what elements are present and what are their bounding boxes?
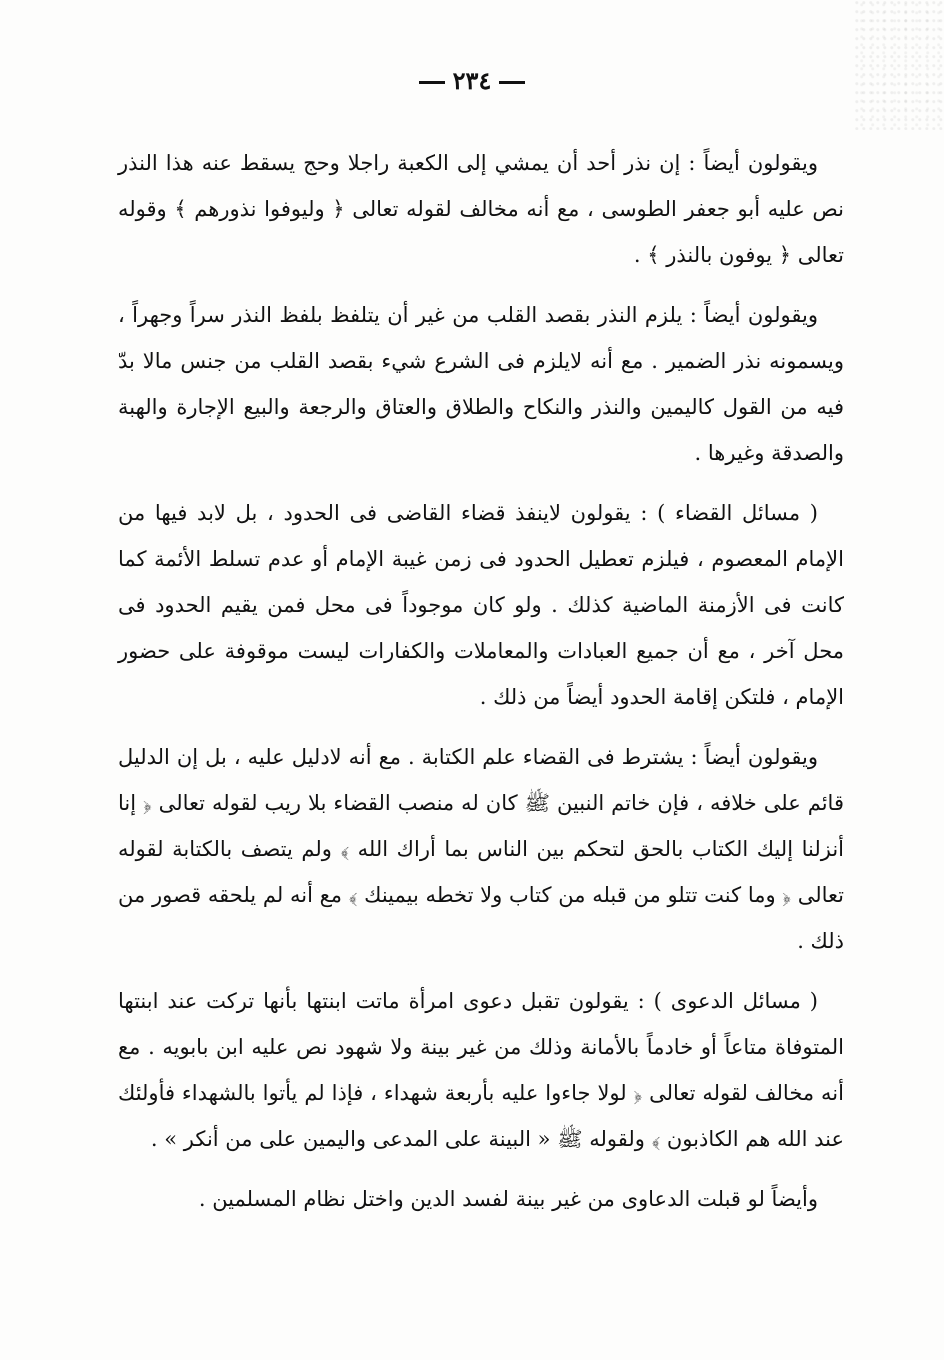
paragraph-claims-conclusion: وأيضاً لو قبلت الدعاوى من غير بينة لفسد الدين واختل نظام المسلمين . <box>198 1187 818 1211</box>
paragraph-judge-writing: ويقولون أيضاً : يشترط فى القضاء علم الكتابة . مع أنه لادليل عليه ، بل إن الدليل قائم على خلافه ، فإن خاتم النبين ﷺ كان له منصب القضاء بلا ريب لقوله تعالى ﴿ إنا أنزلنا إليك الكتاب بالحق لتحكم بين الناس بما أراك الله ﴾ ولم يتصف بالكتابة لقوله تعالى ﴿ وما كنت تتلو من قبله من كتاب ولا تخطه بيمينك ﴾ مع أنه لم يلحقه قصور من ذلك . <box>118 745 844 953</box>
header-dash-left <box>419 81 445 84</box>
paragraph-vow-heart: ويقولون أيضاً : يلزم النذر بقصد القلب من غير أن يتلفظ بلفظ النذر سراً وجهراً ، ويسمونه نذر الضمير . مع أنه لايلزم فى الشرع شيء بقصد القلب من جنس مالا بدّ فيه من القول كاليمين والنذر والنكاح والطلاق والعتاق والرجعة والبيع الإجارة والهبة والصدقة وغيرها . <box>118 303 844 465</box>
page-body <box>118 140 844 1222</box>
page-header <box>0 66 944 95</box>
paragraph-judiciary-issues: ( مسائل القضاء ) : يقولون لاينفذ قضاء القاضى فى الحدود ، بل لابد فيها من الإمام المعصوم ، فيلزم تعطيل الحدود فى زمن غيبة الإمام أو عدم تسلط الأئمة كما كانت فى الأزمنة الماضية كذلك . ولو كان موجوداً فى محل فمن يقيم الحدود فى محل آخر ، مع أن جميع العبادات والمعاملات والكفارات ليست موقوفة على حضور الإمام ، فلتكن إقامة الحدود أيضاً من ذلك . <box>118 501 844 709</box>
page-edge-texture <box>854 0 944 130</box>
paragraph-claims-issues: ( مسائل الدعوى ) : يقولون تقبل دعوى امرأة ماتت ابنتها بأنها تركت عند ابنتها المتوفاة متاعاً أو خادماً بالأمانة وذلك من غير بينة ولا شهود نص عليه ابن بابويه . مع أنه مخالف لقوله تعالى ﴿ لولا جاءوا عليه بأربعة شهداء ، فإذا لم يأتوا بالشهداء فأولئك عند الله هم الكاذبون ﴾ ولقوله ﷺ « البينة على المدعى واليمين على من أنكر » . <box>118 989 844 1151</box>
paragraph-vow-walking: ويقولون أيضاً : إن نذر أحد أن يمشي إلى الكعبة راجلا وحج يسقط عنه هذا النذر نص عليه أبو جعفر الطوسى ، مع أنه مخالف لقوله تعالى ﴿ وليوفوا نذورهم ﴾ وقوله تعالى ﴿ يوفون بالنذر ﴾ . <box>118 151 844 267</box>
header-dash-right <box>499 81 525 84</box>
page-number: ٢٣٤ <box>452 66 492 95</box>
